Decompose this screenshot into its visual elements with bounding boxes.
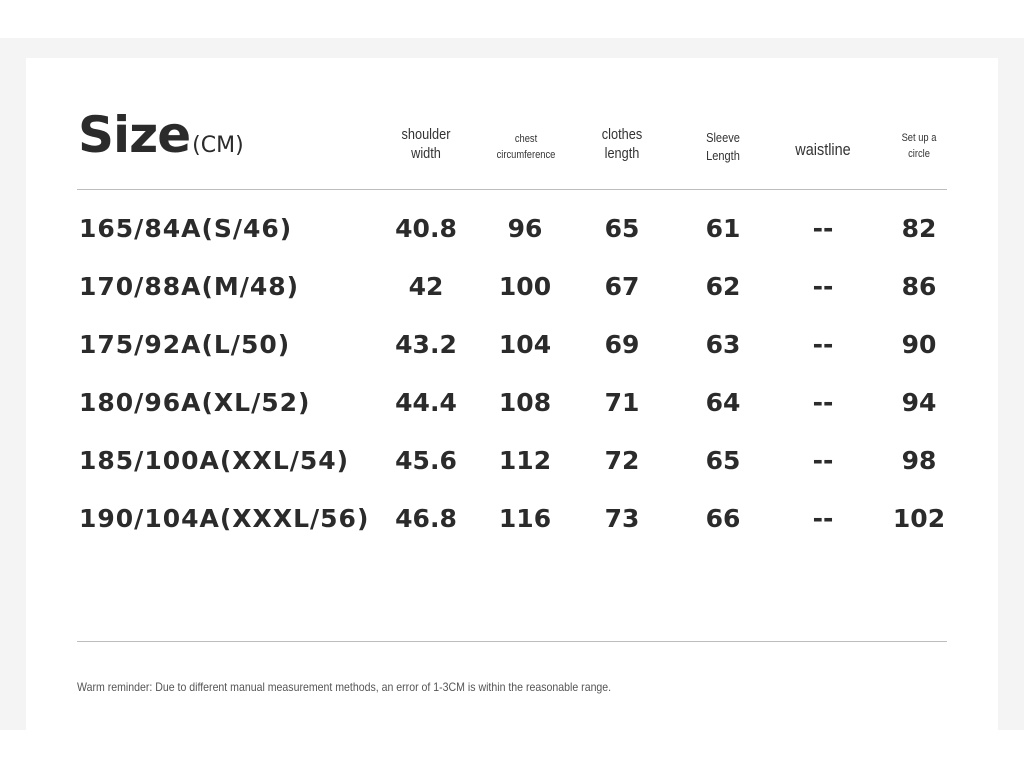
chest-value: 112 (498, 446, 552, 475)
waist-value: -- (812, 330, 834, 359)
chest-value: 108 (498, 388, 552, 417)
size-label: 170/88A(M/48) (79, 272, 300, 301)
length-value: 71 (604, 388, 640, 417)
header-line: shoulder (401, 126, 451, 143)
table-row (0, 383, 1024, 423)
length-value: 65 (604, 214, 640, 243)
header-line: circle (908, 147, 930, 160)
setup-value: 98 (901, 446, 937, 475)
shoulder-value: 42 (408, 272, 444, 301)
length-value: 72 (604, 446, 640, 475)
title-main: Size (78, 106, 191, 164)
waist-value: -- (812, 504, 834, 533)
setup-value: 90 (901, 330, 937, 359)
top-margin (0, 0, 1024, 38)
sleeve-value: 64 (705, 388, 741, 417)
header-line: waistline (795, 140, 851, 159)
table-row (0, 209, 1024, 249)
waist-value: -- (812, 214, 834, 243)
header-line: chest (514, 133, 538, 145)
table-row (0, 267, 1024, 307)
header-line: length (604, 144, 640, 162)
header-line: width (411, 144, 441, 162)
sleeve-value: 62 (705, 272, 741, 301)
header-line: Set up a (901, 132, 937, 144)
setup-value: 86 (901, 272, 937, 301)
shoulder-value: 46.8 (395, 504, 457, 533)
header-clothes-length (575, 126, 669, 164)
size-label: 190/104A(XXXL/56) (79, 504, 370, 533)
sleeve-value: 63 (705, 330, 741, 359)
table-row (0, 325, 1024, 365)
waist-value: -- (812, 446, 834, 475)
table-row (0, 441, 1024, 481)
waist-value: -- (812, 272, 834, 301)
header-sleeve-length (676, 129, 770, 165)
length-value: 73 (604, 504, 640, 533)
waist-value: -- (812, 388, 834, 417)
setup-value: 82 (901, 214, 937, 243)
table-row (0, 499, 1024, 539)
size-label: 165/84A(S/46) (79, 214, 293, 243)
chest-value: 96 (507, 214, 543, 243)
shoulder-value: 43.2 (395, 330, 457, 359)
setup-value: 102 (892, 504, 946, 533)
header-line: circumference (496, 148, 556, 161)
chest-value: 116 (498, 504, 552, 533)
title-unit: (CM) (192, 133, 244, 158)
length-value: 69 (604, 330, 640, 359)
bottom-margin (0, 730, 1024, 768)
header-chest-circumference (479, 132, 573, 164)
footer-divider (77, 641, 947, 642)
sleeve-value: 65 (705, 446, 741, 475)
chest-value: 104 (498, 330, 552, 359)
header-line: Length (706, 148, 740, 164)
chart-title (78, 106, 244, 164)
header-line: clothes (601, 126, 643, 143)
shoulder-value: 45.6 (395, 446, 457, 475)
size-label: 175/92A(L/50) (79, 330, 291, 359)
header-waistline (776, 139, 870, 160)
header-set-up-circle (872, 131, 966, 163)
sleeve-value: 66 (705, 504, 741, 533)
header-divider (77, 189, 947, 190)
setup-value: 94 (901, 388, 937, 417)
header-shoulder-width (379, 126, 473, 164)
length-value: 67 (604, 272, 640, 301)
size-label: 180/96A(XL/52) (79, 388, 311, 417)
sleeve-value: 61 (705, 214, 741, 243)
shoulder-value: 40.8 (395, 214, 457, 243)
warm-reminder-note: Warm reminder: Due to different manual measurement methods, an error of 1-3CM is within the reasonable range. (77, 680, 612, 694)
shoulder-value: 44.4 (395, 388, 457, 417)
size-label: 185/100A(XXL/54) (79, 446, 350, 475)
header-line: Sleeve (706, 130, 740, 145)
chest-value: 100 (498, 272, 552, 301)
